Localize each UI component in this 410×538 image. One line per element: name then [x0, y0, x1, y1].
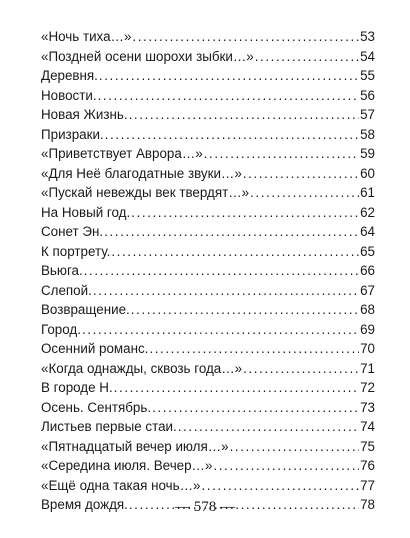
- toc-entry: [41, 417, 375, 437]
- toc-dot-leader: [114, 378, 359, 398]
- toc-entry: [41, 222, 375, 242]
- toc-dot-leader: [132, 27, 359, 47]
- toc-entry-page: 60: [360, 165, 375, 181]
- toc-entry-page: 66: [360, 263, 375, 278]
- toc-entry-title: «Для Неё благодатные звуки…»: [41, 165, 242, 181]
- toc-dot-leader: [131, 203, 359, 223]
- toc-entry: [41, 378, 375, 398]
- toc-dot-leader: [213, 456, 359, 476]
- toc-entry-page: 68: [360, 302, 375, 317]
- toc-entry-page: 62: [360, 204, 375, 220]
- toc-entry-page: 55: [360, 68, 375, 83]
- toc-entry-title: «Когда однажды, сквозь года…»: [41, 360, 243, 376]
- toc-dot-leader: [99, 66, 359, 86]
- toc-entry-title: Новая Жизнь.: [41, 107, 128, 122]
- toc-entry: [41, 300, 375, 320]
- toc-entry-page: 53: [360, 29, 375, 44]
- toc-dot-leader: [149, 339, 359, 359]
- toc-dot-leader: [111, 242, 359, 262]
- toc-entry-page: 65: [360, 243, 375, 259]
- toc-entry-title: Осенний романс.: [41, 341, 149, 356]
- table-of-contents: [41, 27, 375, 515]
- toc-entry: [41, 261, 375, 281]
- toc-entry: [41, 203, 375, 223]
- toc-entry-page: 67: [360, 282, 375, 298]
- toc-entry: [41, 476, 375, 496]
- toc-entry-title: «Ещё одна такая ночь…»: [41, 477, 201, 493]
- toc-entry-title: «Поздней осени шорохи зыбки…»: [41, 48, 254, 64]
- toc-entry-title: Сонет Эн.: [41, 224, 104, 239]
- toc-entry: [41, 105, 375, 125]
- toc-entry-page: 64: [360, 224, 375, 239]
- toc-entry: [41, 320, 375, 340]
- toc-entry-page: 69: [360, 321, 375, 337]
- toc-dot-leader: [243, 164, 359, 184]
- toc-dot-leader: [243, 359, 359, 379]
- toc-dot-leader: [255, 47, 359, 67]
- toc-entry-title: Призраки.: [41, 126, 104, 142]
- toc-entry-title: К портрету.: [41, 243, 111, 259]
- toc-entry: [41, 398, 375, 418]
- toc-entry-page: 54: [360, 48, 375, 64]
- toc-entry-page: 78: [360, 497, 375, 512]
- toc-entry-page: 76: [360, 458, 375, 473]
- toc-dot-leader: [230, 437, 360, 457]
- toc-entry-page: 77: [360, 477, 375, 493]
- toc-dot-leader: [84, 261, 359, 281]
- toc-entry: [41, 456, 375, 476]
- toc-entry-page: 56: [360, 87, 375, 103]
- toc-entry-title: Осень. Сентябрь.: [41, 399, 152, 415]
- toc-entry-page: 71: [360, 360, 375, 376]
- toc-entry: [41, 27, 375, 47]
- toc-entry: [41, 183, 375, 203]
- toc-entry-title: Вьюга.: [41, 263, 83, 278]
- toc-entry-title: В городе Н.: [41, 380, 113, 395]
- toc-dot-leader: [93, 281, 359, 301]
- toc-entry-page: 72: [360, 380, 375, 395]
- toc-dot-leader: [82, 320, 359, 340]
- toc-entry-title: Слепой.: [41, 282, 92, 298]
- toc-entry-title: Время дождя.: [41, 497, 128, 512]
- toc-entry: [41, 437, 375, 457]
- toc-entry-page: 75: [360, 438, 375, 454]
- toc-entry-title: «Приветствует Аврора…»: [41, 146, 203, 161]
- toc-dot-leader: [201, 476, 359, 496]
- toc-entry-page: 59: [360, 146, 375, 161]
- toc-entry: [41, 339, 375, 359]
- toc-entry-page: 70: [360, 341, 375, 356]
- toc-entry: [41, 164, 375, 184]
- toc-dot-leader: [152, 398, 359, 418]
- toc-entry: [41, 359, 375, 379]
- toc-dot-leader: [131, 300, 359, 320]
- toc-entry: [41, 242, 375, 262]
- toc-entry-page: 57: [360, 107, 375, 122]
- toc-entry: [41, 144, 375, 164]
- toc-entry-title: Деревня.: [41, 68, 98, 83]
- toc-dot-leader: [129, 105, 360, 125]
- toc-dot-leader: [250, 183, 359, 203]
- toc-entry-page: 73: [360, 399, 375, 415]
- toc-entry: [41, 86, 375, 106]
- page-number: — 578 —: [175, 499, 235, 515]
- toc-dot-leader: [178, 417, 359, 437]
- toc-dot-leader: [105, 125, 359, 145]
- toc-entry-title: Листьев первые стаи.: [41, 419, 177, 434]
- toc-entry: [41, 125, 375, 145]
- toc-entry-page: 61: [360, 185, 375, 200]
- toc-entry-page: 74: [360, 419, 375, 434]
- toc-entry-title: Новости.: [41, 87, 97, 103]
- toc-entry-title: «Середина июля. Вечер…»: [41, 458, 213, 473]
- toc-entry-title: «Пятнадцатый вечер июля…»: [41, 438, 229, 454]
- toc-entry-page: 58: [360, 126, 375, 142]
- toc-entry-title: Возвращение.: [41, 302, 130, 317]
- toc-entry-title: Город.: [41, 321, 81, 337]
- toc-entry-title: «Ночь тиха…»: [41, 29, 132, 44]
- toc-entry: [41, 281, 375, 301]
- toc-entry-title: На Новый год.: [41, 204, 131, 220]
- toc-dot-leader: [98, 86, 360, 106]
- toc-entry: [41, 66, 375, 86]
- toc-entry: [41, 47, 375, 67]
- toc-dot-leader: [204, 144, 359, 164]
- toc-dot-leader: [104, 222, 359, 242]
- toc-entry-title: «Пускай невежды век твердят…»: [41, 185, 250, 200]
